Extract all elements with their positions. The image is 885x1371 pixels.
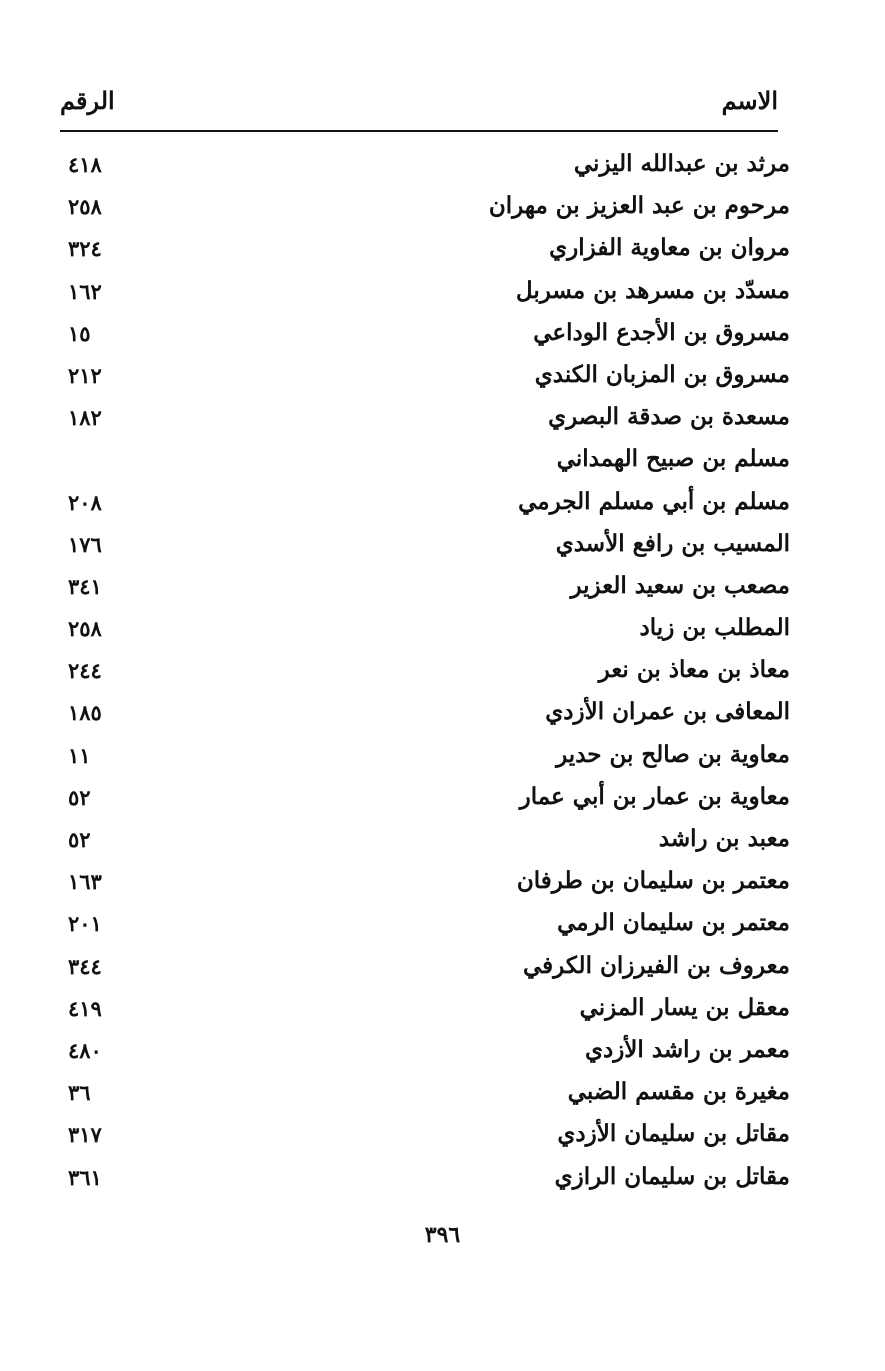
entry-number: ٢٥٨ — [68, 194, 102, 220]
entry-number: ٢١٢ — [68, 362, 102, 388]
list-item — [60, 1032, 790, 1074]
entry-number: ٥٢ — [68, 784, 91, 810]
list-item — [60, 146, 790, 188]
name-column-header: الاسم — [721, 86, 778, 115]
index-list — [60, 146, 790, 1201]
entry-name: معروف بن الفيرزان الكرفي — [523, 951, 790, 979]
entry-name: معتمر بن سليمان بن طرفان — [516, 867, 790, 895]
list-item — [60, 357, 790, 399]
list-item — [60, 526, 790, 568]
list-item — [60, 484, 790, 526]
list-item — [60, 779, 790, 821]
entry-name: مرثد بن عبدالله اليزني — [573, 150, 790, 177]
entry-name: مسدّد بن مسرهد بن مسربل — [515, 276, 790, 304]
list-item — [60, 652, 790, 694]
entry-number: ٤١٩ — [68, 995, 102, 1021]
entry-name: المطلب بن زياد — [639, 614, 790, 642]
entry-name: المسيب بن رافع الأسدي — [555, 529, 790, 557]
list-item — [60, 694, 790, 736]
list-item — [60, 1074, 790, 1116]
entry-name: مسروق بن المزبان الكندي — [534, 360, 790, 388]
list-item — [60, 905, 790, 947]
list-item — [60, 399, 790, 441]
list-item — [60, 188, 790, 230]
entry-name: مسعدة بن صدقة البصري — [548, 403, 790, 431]
entry-number: ٣٦١ — [68, 1164, 102, 1190]
entry-number: ١٦٣ — [68, 869, 102, 895]
entry-number: ١٧٦ — [68, 531, 102, 557]
list-item — [60, 568, 790, 610]
list-item — [60, 948, 790, 990]
entry-name: مروان بن معاوية الفزاري — [549, 234, 790, 262]
entry-name: معمر بن راشد الأزدي — [584, 1035, 790, 1063]
list-item — [60, 1159, 790, 1201]
entry-name: معاذ بن معاذ بن نعر — [598, 656, 790, 684]
entry-name: مقاتل بن سليمان الرازي — [554, 1162, 790, 1190]
entry-name: معاوية بن عمار بن أبي عمار — [519, 782, 790, 810]
entry-number: ١٨٥ — [68, 700, 102, 726]
entry-name: مصعب بن سعيد العزير — [570, 571, 790, 599]
entry-number: ٢٤٤ — [68, 658, 102, 684]
list-item — [60, 863, 790, 905]
entry-number: ٢٠١ — [68, 911, 102, 937]
entry-number: ٢٠٨ — [68, 489, 102, 515]
entry-number: ٢٥٨ — [68, 616, 102, 642]
page-number: ٣٩٦ — [424, 1222, 461, 1248]
list-item — [60, 315, 790, 357]
number-column-header: الرقم — [60, 86, 115, 115]
entry-name: معاوية بن صالح بن حدير — [556, 740, 790, 768]
list-item — [60, 273, 790, 315]
entry-name: مقاتل بن سليمان الأزدي — [557, 1120, 790, 1148]
entry-name: مسروق بن الأجدع الوداعي — [533, 318, 790, 346]
entry-number: ٣٤٤ — [68, 953, 102, 979]
entry-number: ٣١٧ — [68, 1122, 102, 1148]
entry-name: المعافى بن عمران الأزدي — [545, 698, 790, 726]
entry-number: ١٦٢ — [68, 278, 102, 304]
entry-name: معقل بن يسار المزني — [579, 993, 790, 1021]
entry-number: ١٨٢ — [68, 405, 102, 431]
entry-number: ١١ — [68, 742, 91, 768]
list-item — [60, 990, 790, 1032]
entry-name: مرحوم بن عبد العزيز بن مهران — [488, 192, 790, 220]
list-item — [60, 1116, 790, 1158]
entry-name: مسلم بن صبيح الهمداني — [556, 445, 790, 473]
entry-name: معتمر بن سليمان الرمي — [557, 909, 790, 937]
entry-number: ٤٨٠ — [68, 1037, 102, 1063]
list-item — [60, 737, 790, 779]
entry-number: ٣٤١ — [68, 573, 102, 599]
list-item — [60, 610, 790, 652]
list-item — [60, 230, 790, 272]
entry-name: معبد بن راشد — [658, 825, 790, 852]
entry-number: ١٥ — [68, 320, 91, 346]
entry-number: ٣٦ — [68, 1080, 91, 1106]
list-item — [60, 821, 790, 863]
entry-name: مسلم بن أبي مسلم الجرمي — [518, 487, 790, 515]
table-header — [60, 86, 778, 132]
entry-number: ٣٢٤ — [68, 236, 102, 262]
entry-number: ٥٢ — [68, 827, 91, 852]
entry-name: مغيرة بن مقسم الضبي — [567, 1078, 790, 1106]
list-item — [60, 441, 790, 483]
entry-number: ٤١٨ — [68, 152, 102, 177]
